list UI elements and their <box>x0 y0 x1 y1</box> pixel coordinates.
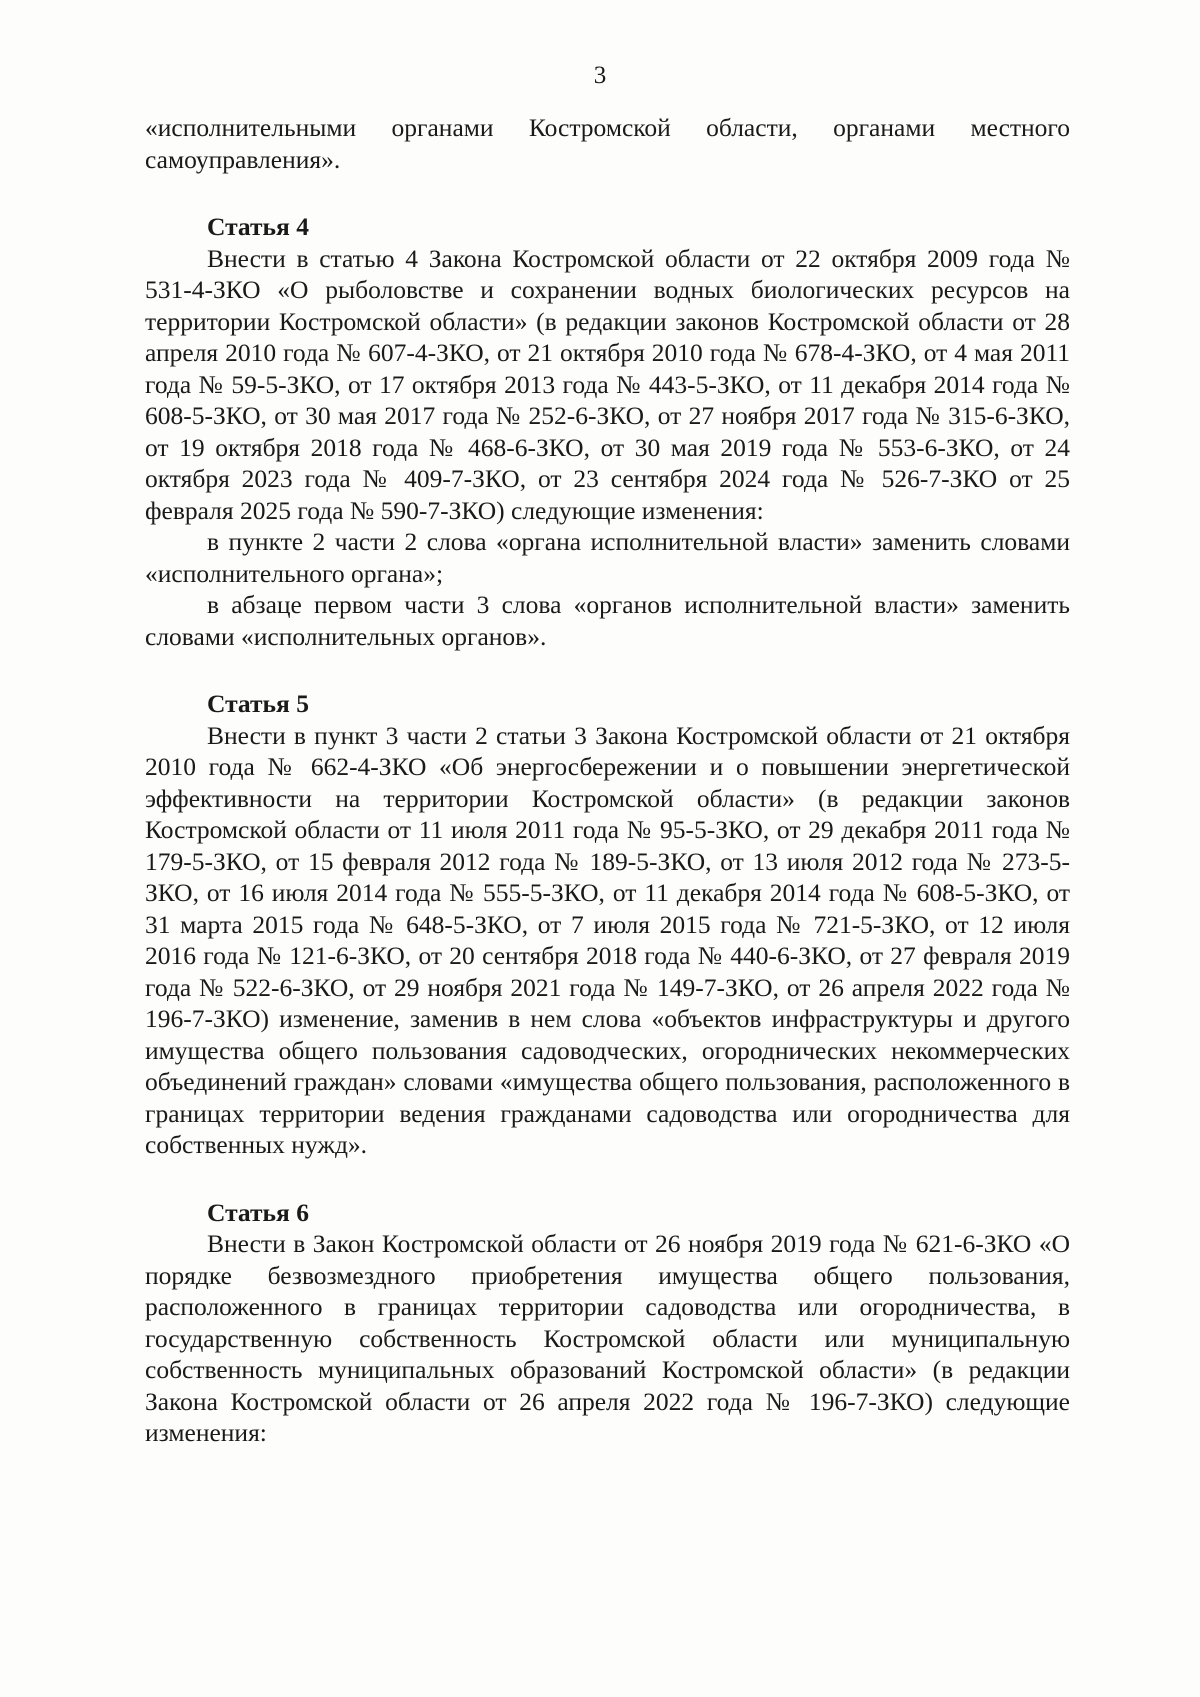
spacer <box>145 1161 1070 1197</box>
article-6 <box>145 1197 1070 1449</box>
intro-paragraph: «исполнительными органами Костромской области, органами местного самоуправления». <box>145 113 1070 174</box>
document-body <box>145 112 1070 1449</box>
article-4-item-2: в абзаце первом части 3 слова «органов исполнительной власти» заменить словами «исполнительных органов». <box>145 590 1070 651</box>
page-number: 3 <box>593 62 607 89</box>
article-5-text: Внести в пункт 3 части 2 статьи 3 Закона Костромской области от 21 октября 2010 года № 662-4-ЗКО «Об энергосбережении и о повышении энергетической эффективности на территории Костромской области» (в редакции законов Костромской области от 11 июля 2011 года № 95-5-ЗКО, от 29 декабря 2011 года № 179-5-ЗКО, от 15 февраля 2012 года № 189-5-ЗКО, от 13 июля 2012 года № 273-5-ЗКО, от 16 июля 2014 года № 555-5-ЗКО, от 11 декабря 2014 года № 608-5-ЗКО, от 31 марта 2015 года № 648-5-ЗКО, от 7 июля 2015 года № 721-5-ЗКО, от 12 июля 2016 года № 121-6-ЗКО, от 20 сентября 2018 года № 440-6-ЗКО, от 27 февраля 2019 года № 522-6-ЗКО, от 29 ноября 2021 года № 149-7-ЗКО, от 26 апреля 2022 года № 196-7-ЗКО) изменение, заменив в нем слова «объектов инфраструктуры и другого имущества общего пользования садоводческих, огороднических некоммерческих объединений граждан» словами «имущества общего пользования, расположенного в границах территории ведения гражданами садоводства или огородничества для собственных нужд». <box>145 720 1070 1159</box>
spacer <box>145 652 1070 688</box>
article-4 <box>145 211 1070 652</box>
article-4-item-1: в пункте 2 части 2 слова «органа исполнительной власти» заменить словами «исполнительного органа»; <box>145 527 1070 588</box>
article-4-heading: Статья 4 <box>207 212 309 241</box>
article-6-text: Внести в Закон Костромской области от 26 ноября 2019 года № 621-6-ЗКО «О порядке безвозмездного приобретения имущества общего пользования, расположенного в границах территории садоводства или огородничества, в государственную собственность Костромской области или муниципальную собственность муниципальных образований Костромской области» (в редакции Закона Костромской области от 26 апреля 2022 года № 196-7-ЗКО) следующие изменения: <box>145 1229 1070 1447</box>
article-6-heading: Статья 6 <box>207 1197 309 1227</box>
article-5 <box>145 688 1070 1161</box>
article-4-text: Внести в статью 4 Закона Костромской области от 22 октября 2009 года № 531-4-ЗКО «О рыболовстве и сохранении водных биологических ресурсов на территории Костромской области» (в редакции законов Костромской области от 28 апреля 2010 года № 607-4-ЗКО, от 21 октября 2010 года № 678-4-ЗКО, от 4 мая 2011 года № 59-5-ЗКО, от 17 октября 2013 года № 443-5-ЗКО, от 11 декабря 2014 года № 608-5-ЗКО, от 30 мая 2017 года № 252-6-ЗКО, от 27 ноября 2017 года № 315-6-ЗКО, от 19 октября 2018 года № 468-6-ЗКО, от 30 мая 2019 года № 553-6-ЗКО, от 24 октября 2023 года № 409-7-ЗКО, от 23 сентября 2024 года № 526-7-ЗКО от 25 февраля 2025 года № 590-7-ЗКО) следующие изменения: <box>145 243 1070 525</box>
article-5-heading: Статья 5 <box>207 689 309 718</box>
spacer <box>145 175 1070 211</box>
